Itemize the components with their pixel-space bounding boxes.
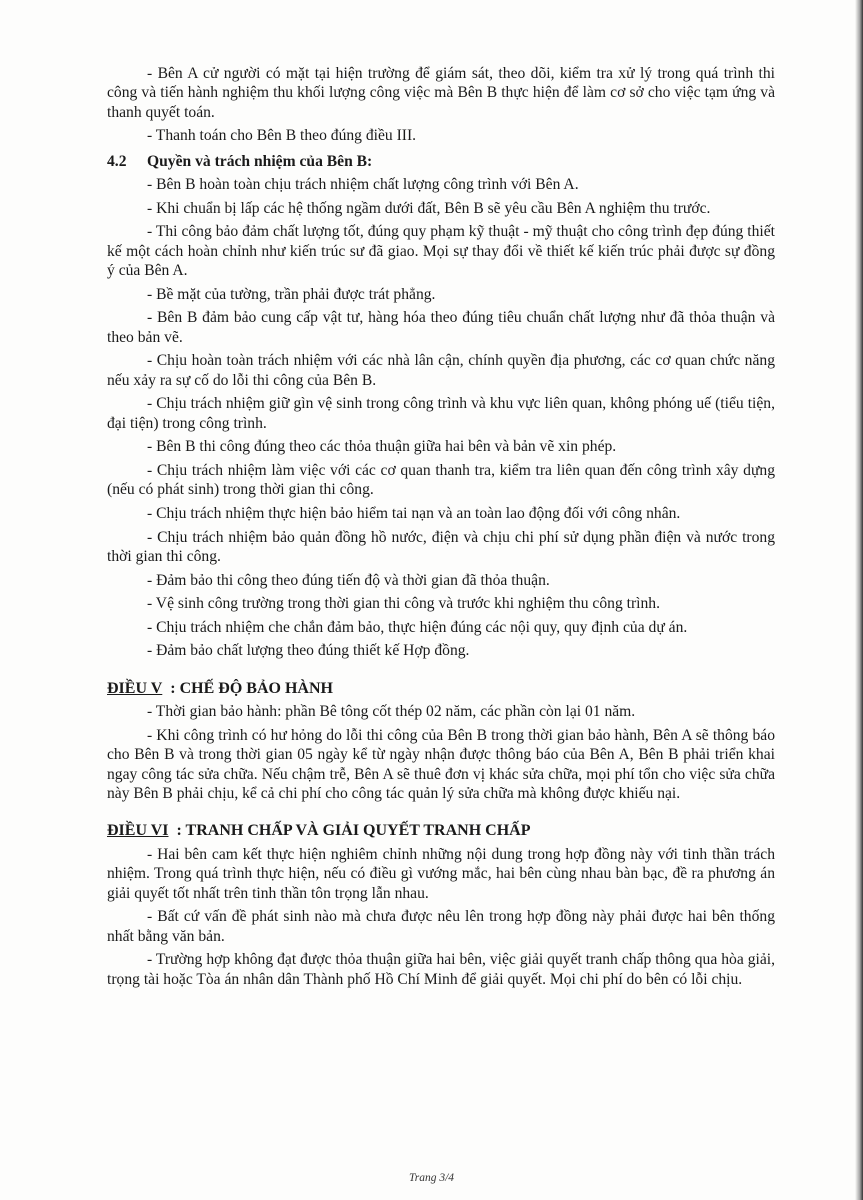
article-heading-6 — [107, 821, 775, 840]
article-heading-5 — [107, 679, 775, 698]
list-item: - Đảm bảo thi công theo đúng tiến độ và thời gian đã thỏa thuận. — [147, 571, 550, 589]
paragraph: - Bên A cử người có mặt tại hiện trường để giám sát, theo dõi, kiểm tra xử lý trong quá trình thi công và tiến hành nghiệm thu khối lượng công việc mà Bên B thực hiện để làm cơ sở cho việc tạm ứng và thanh quyết toán. — [107, 65, 775, 121]
list-item: - Khi công trình có hư hỏng do lỗi thi công của Bên B trong thời gian bảo hành, Bên A sẽ thông báo cho Bên B và trong thời gian 05 ngày kể từ ngày nhận được thông báo của Bên A, Bên B phải triển khai ngay công tác sửa chữa. Nếu chậm trễ, Bên A sẽ thuê đơn vị khác sửa chữa, mọi phí tổn cho việc sửa chữa này Bên B phải chịu, kể cả chi phí cho công tác quản lý sửa chữa mà không được khiếu nại. — [107, 726, 775, 802]
list-item: - Chịu trách nhiệm làm việc với các cơ quan thanh tra, kiểm tra liên quan đến công trình xây dựng (nếu có phát sinh) trong thời gian thi công. — [107, 462, 775, 499]
list-item: - Bên B đảm bảo cung cấp vật tư, hàng hóa theo đúng tiêu chuẩn chất lượng như đã thỏa thuận và theo bản vẽ. — [107, 309, 775, 346]
article-number: ĐIỀU VI — [107, 822, 169, 840]
list-item: - Bất cứ vấn đề phát sinh nào mà chưa được nêu lên trong hợp đồng này phải được hai bên thống nhất bằng văn bản. — [107, 908, 775, 945]
paragraph: - Thanh toán cho Bên B theo đúng điều III. — [147, 127, 417, 145]
list-item: - Vệ sinh công trường trong thời gian thi công và trước khi nghiệm thu công trình. — [147, 595, 660, 613]
section-title: Quyền và trách nhiệm của Bên B: — [147, 152, 373, 170]
list-item: - Đảm bảo chất lượng theo đúng thiết kế Hợp đồng. — [147, 642, 470, 660]
list-item: - Bên B hoàn toàn chịu trách nhiệm chất lượng công trình với Bên A. — [147, 176, 579, 194]
list-item: - Hai bên cam kết thực hiện nghiêm chỉnh những nội dung trong hợp đồng này với tinh thần trách nhiệm. Trong quá trình thực hiện, nếu có điều gì vướng mắc, hai bên cùng nhau bàn bạc, đề ra phương án giải quyết tốt nhất trên tinh thần tôn trọng lẫn nhau. — [107, 845, 775, 902]
article-number: ĐIỀU V — [107, 679, 163, 697]
section-number: 4.2 — [107, 152, 127, 170]
list-item: - Chịu trách nhiệm bảo quản đồng hồ nước, điện và chịu chi phí sử dụng phần điện và nước trong thời gian thi công. — [107, 528, 775, 565]
page-edge-shadow — [855, 0, 863, 1200]
list-item: - Khi chuẩn bị lấp các hệ thống ngầm dưới đất, Bên B sẽ yêu cầu Bên A nghiệm thu trước. — [147, 199, 711, 217]
list-item: - Chịu trách nhiệm thực hiện bảo hiểm tai nạn và an toàn lao động đối với công nhân. — [147, 505, 681, 522]
article-title: : TRANH CHẤP VÀ GIẢI QUYẾT TRANH CHẤP — [176, 822, 531, 840]
section-heading-4-2 — [107, 152, 775, 171]
page-content — [107, 64, 775, 993]
list-item: - Trường hợp không đạt được thỏa thuận giữa hai bên, việc giải quyết tranh chấp thông qua hòa giải, trọng tài hoặc Tòa án nhân dân Thành phố Hồ Chí Minh để giải quyết. Mọi chi phí do bên có lỗi chịu. — [107, 951, 775, 988]
list-item: - Thời gian bảo hành: phần Bê tông cốt thép 02 năm, các phần còn lại 01 năm. — [147, 703, 636, 721]
list-item: - Bên B thi công đúng theo các thỏa thuận giữa hai bên và bản vẽ xin phép. — [147, 438, 617, 456]
list-item: - Chịu trách nhiệm giữ gìn vệ sinh trong công trình và khu vực liên quan, không phóng uế (tiểu tiện, đại tiện) trong công trình. — [107, 395, 775, 432]
list-item: - Bề mặt của tường, trần phải được trát phẳng. — [147, 285, 436, 303]
list-item: - Chịu hoàn toàn trách nhiệm với các nhà lân cận, chính quyền địa phương, các cơ quan chức năng nếu xảy ra sự cố do lỗi thi công của Bên B. — [107, 352, 775, 389]
page-number: Trang 3/4 — [408, 1172, 455, 1184]
list-item: - Thi công bảo đảm chất lượng tốt, đúng quy phạm kỹ thuật - mỹ thuật cho công trình đẹp đúng thiết kế một cách hoàn chỉnh như kiến trúc sư đã giao. Mọi sự thay đổi về thiết kế kiến trúc phải được sự đồng ý của Bên A. — [107, 223, 775, 280]
list-item: - Chịu trách nhiệm che chắn đảm bảo, thực hiện đúng các nội quy, quy định của dự án. — [147, 618, 688, 636]
article-title: : CHẾ ĐỘ BẢO HÀNH — [170, 679, 333, 697]
